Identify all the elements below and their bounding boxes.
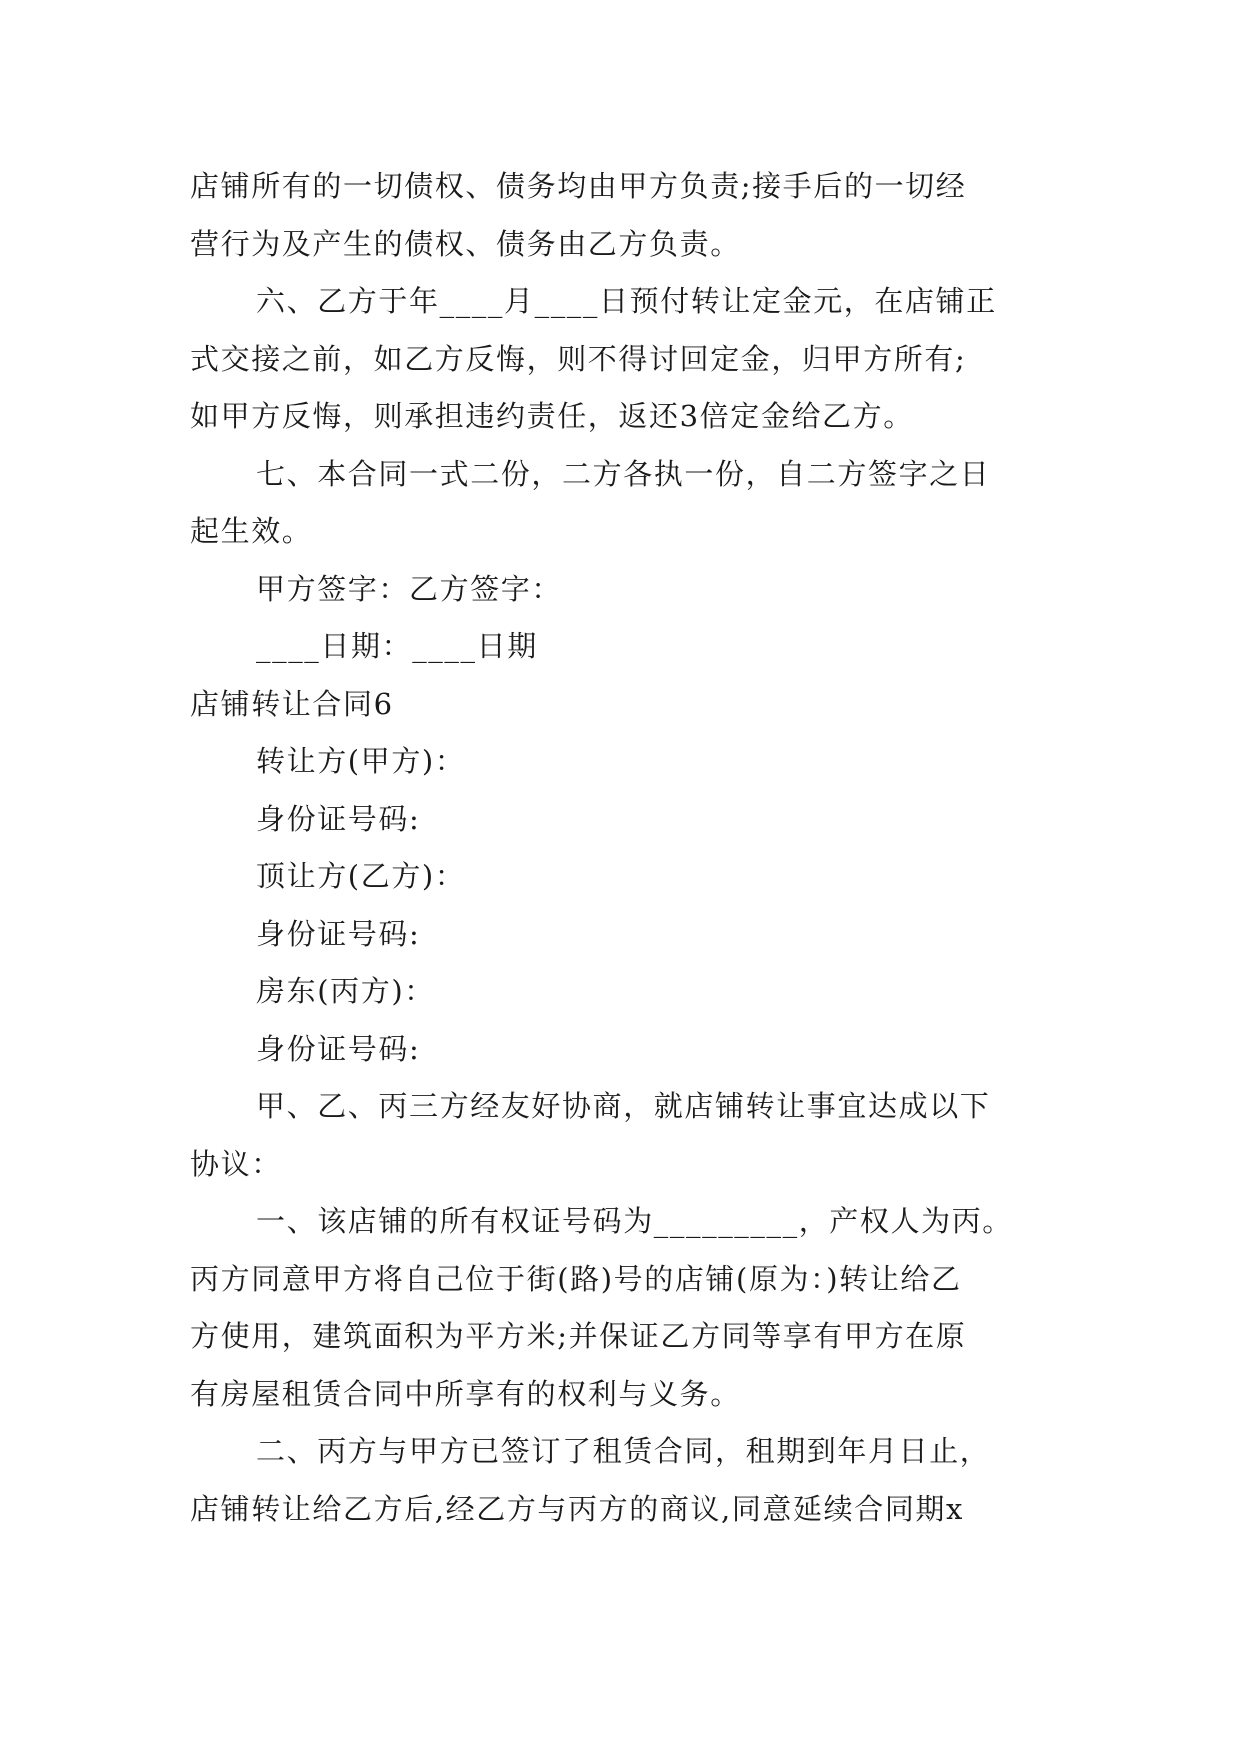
- text-line: 身份证号码:: [256, 1032, 421, 1066]
- text-line: 起生效。: [190, 514, 313, 548]
- text-line: 方使用，建筑面积为平方米;并保证乙方同等享有甲方在原: [190, 1319, 967, 1353]
- text-line: 二、丙方与甲方已签订了租赁合同，租期到年月日止，: [256, 1434, 991, 1468]
- text-line: 一、该店铺的所有权证号码为_________，产权人为丙。: [256, 1204, 1013, 1238]
- text-line: 房东(丙方)：: [256, 974, 435, 1008]
- text-line: 营行为及产生的债权、债务由乙方负责。: [190, 227, 741, 261]
- text-line: 甲、乙、丙三方经友好协商，就店铺转让事宜达成以下: [256, 1089, 991, 1123]
- text-line: 七、本合同一式二份，二方各执一份，自二方签字之日: [256, 457, 991, 491]
- signature-line: 甲方签字：乙方签字：: [256, 572, 563, 606]
- date-line: ____日期：____日期: [256, 629, 538, 663]
- text-line: 式交接之前，如乙方反悔，则不得讨回定金，归甲方所有;: [190, 342, 967, 376]
- text-line: 协议：: [190, 1147, 282, 1181]
- text-line: 顶让方(乙方)：: [256, 859, 466, 893]
- text-line: 六、乙方于年____月____日预付转让定金元，在店铺正: [256, 284, 997, 318]
- text-line: 身份证号码:: [256, 802, 421, 836]
- text-line: 身份证号码:: [256, 917, 421, 951]
- text-line: 有房屋租赁合同中所享有的权利与义务。: [190, 1377, 741, 1411]
- text-line: 店铺转让给乙方后,经乙方与丙方的商议,同意延续合同期x: [190, 1492, 964, 1526]
- text-line: 转让方(甲方)：: [256, 744, 466, 778]
- text-line: 丙方同意甲方将自己位于街(路)号的店铺(原为：)转让给乙: [190, 1262, 962, 1296]
- text-line: 如甲方反悔，则承担违约责任，返还3倍定金给乙方。: [190, 399, 914, 433]
- text-line: 店铺所有的一切债权、债务均由甲方负责;接手后的一切经: [190, 169, 967, 203]
- contract-heading: 店铺转让合同6: [190, 687, 394, 721]
